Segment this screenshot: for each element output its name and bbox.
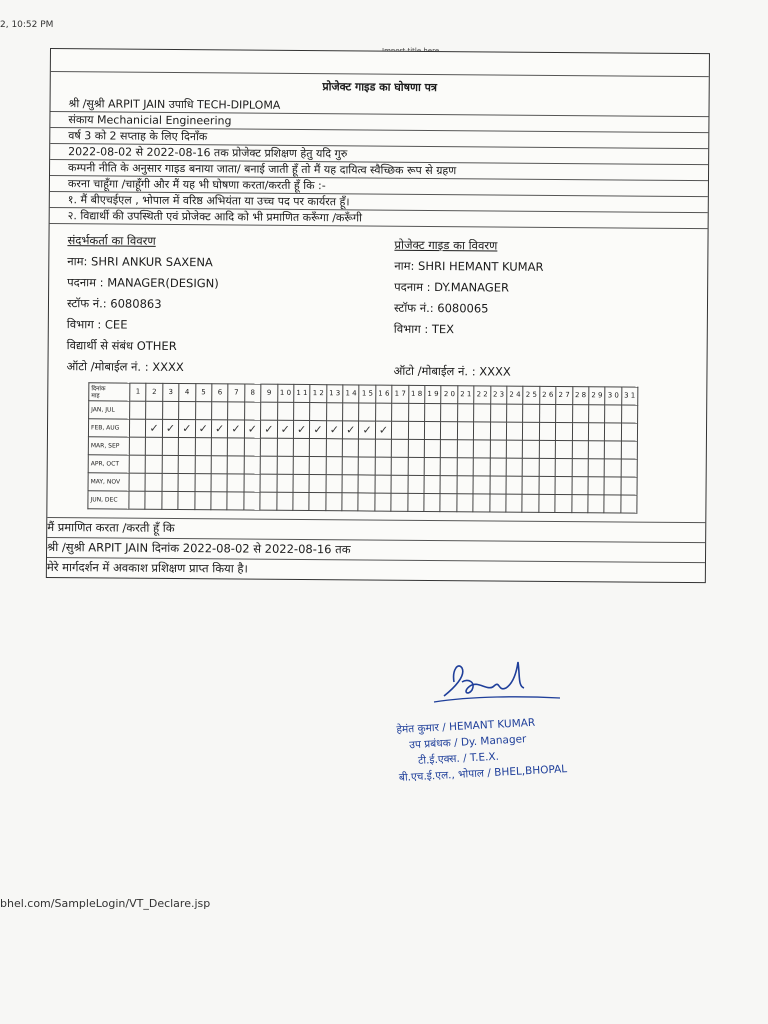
attendance-cell	[145, 491, 162, 509]
attendance-tick: ✓	[277, 420, 294, 438]
day-header-20: 2 0	[441, 386, 458, 404]
attendance-cell	[358, 493, 375, 511]
attendance-cell	[506, 458, 523, 476]
attendance-cell	[375, 457, 392, 475]
attendance-cell	[588, 477, 605, 495]
attendance-cell	[572, 477, 589, 495]
guide-designation: पदनाम : DY.MANAGER	[394, 279, 510, 295]
attendance-cell	[474, 404, 491, 422]
attendance-cell	[572, 459, 589, 477]
attendance-cell	[539, 440, 556, 458]
stamp-location: बी.एच.ई.एल., भोपाल / BHEL,BHOPAL	[398, 763, 568, 784]
attendance-cell	[424, 493, 441, 511]
attendance-cell	[490, 422, 507, 440]
guide-phone: ऑटो /मोबाईल नं. : XXXX	[393, 363, 511, 379]
day-header-1: 1	[130, 383, 147, 401]
attendance-tick: ✓	[326, 421, 343, 439]
day-header-8: 8	[244, 384, 261, 402]
attendance-cell	[621, 423, 638, 441]
attendance-cell	[309, 475, 326, 493]
attendance-cell	[506, 422, 523, 440]
attendance-cell	[621, 477, 638, 495]
attendance-cell	[244, 456, 261, 474]
attendance-cell	[588, 441, 605, 459]
guide-department: विभाग : TEX	[393, 321, 455, 337]
attendance-tick: ✓	[375, 421, 392, 439]
attendance-cell	[195, 402, 212, 420]
guide-signature	[432, 652, 562, 710]
stamp-name: हेमंत कुमार / HEMANT KUMAR	[396, 716, 536, 736]
declaration-form	[46, 48, 710, 583]
day-header-11: 1 1	[294, 384, 311, 402]
day-header-4: 4	[179, 384, 196, 402]
attendance-cell	[408, 421, 425, 439]
guide-heading: प्रोजेक्ट गाइड का विवरण	[394, 237, 498, 253]
attendance-cell	[342, 493, 359, 511]
attendance-cell	[621, 405, 638, 423]
attendance-cell	[440, 476, 457, 494]
attendance-cell	[293, 456, 310, 474]
attendance-tick: ✓	[359, 421, 376, 439]
attendance-cell	[605, 405, 622, 423]
month-label: APR, OCT	[88, 455, 129, 473]
attendance-cell	[555, 458, 572, 476]
day-header-31: 3 1	[621, 387, 638, 405]
attendance-tick: ✓	[310, 421, 327, 439]
attendance-cell	[375, 493, 392, 511]
attendance-cell	[195, 474, 212, 492]
month-label: FEB, AUG	[88, 419, 129, 437]
attendance-cell	[162, 491, 179, 509]
attendance-cell	[473, 440, 490, 458]
form-frame	[46, 48, 710, 583]
attendance-cell	[506, 476, 523, 494]
month-label: MAY, NOV	[88, 473, 129, 491]
attendance-cell	[572, 423, 589, 441]
attendance-cell	[146, 455, 163, 473]
attendance-cell	[425, 403, 442, 421]
attendance-cell	[293, 492, 310, 510]
attendance-cell	[408, 457, 425, 475]
attendance-tick: ✓	[244, 420, 261, 438]
attendance-cell	[375, 403, 392, 421]
referrer-department: विभाग : CEE	[66, 317, 128, 332]
attendance-cell	[162, 455, 179, 473]
attendance-cell	[391, 457, 408, 475]
attendance-cell	[293, 474, 310, 492]
attendance-cell	[555, 494, 572, 512]
day-header-9: 9	[261, 384, 278, 402]
day-header-2: 2	[146, 383, 163, 401]
day-header-30: 3 0	[605, 387, 622, 405]
attendance-cell	[129, 473, 146, 491]
attendance-cell	[342, 439, 359, 457]
attendance-tick: ✓	[228, 420, 245, 438]
attendance-cell	[342, 475, 359, 493]
day-header-7: 7	[228, 384, 245, 402]
referrer-heading: संदर्भकर्ता का विवरण	[67, 233, 156, 248]
day-header-29: 2 9	[589, 387, 606, 405]
print-timestamp: 2, 10:52 PM	[0, 20, 54, 30]
attendance-cell	[473, 476, 490, 494]
attendance-cell	[589, 405, 606, 423]
attendance-cell	[604, 495, 621, 513]
attendance-cell	[260, 456, 277, 474]
attendance-cell	[588, 495, 605, 513]
period-line: 2022-08-02 से 2022-08-16 तक प्रोजेक्ट प्रशिक्षण हेतु यदि गुरु	[50, 144, 708, 165]
attendance-cell	[621, 495, 638, 513]
attendance-cell	[490, 458, 507, 476]
day-header-19: 1 9	[425, 385, 442, 403]
attendance-cell	[621, 459, 638, 477]
day-header-28: 2 8	[572, 387, 589, 405]
attendance-cell	[473, 494, 490, 512]
attendance-cell	[310, 439, 327, 457]
attendance-tick: ✓	[195, 420, 212, 438]
attendance-cell	[260, 492, 277, 510]
stamp-department: टी.ई.एक्स. / T.E.X.	[417, 750, 500, 767]
day-header-12: 1 2	[310, 385, 327, 403]
attendance-cell	[195, 438, 212, 456]
details-section	[48, 224, 707, 387]
day-header-16: 1 6	[376, 385, 393, 403]
attendance-tick: ✓	[343, 421, 360, 439]
guide-details	[393, 235, 714, 385]
point-one: १. मैं बीएचईएल , भोपाल में वरिष्ठ अभियंता या उच्च पद पर कार्यरत हूँ।	[50, 192, 708, 213]
attendance-cell	[359, 439, 376, 457]
attendance-cell	[211, 438, 228, 456]
attendance-cell	[490, 404, 507, 422]
attendance-cell	[146, 401, 163, 419]
attendance-cell	[408, 439, 425, 457]
attendance-cell	[375, 439, 392, 457]
attendance-cell	[424, 439, 441, 457]
attendance-cell	[227, 474, 244, 492]
form-title: प्रोजेक्ट गाइड का घोषणा पत्र	[51, 71, 709, 101]
guide-staff-no: स्टॉफ नं.: 6080065	[393, 300, 489, 316]
corner-date-label: दिनांक	[91, 384, 106, 392]
day-header-24: 2 4	[507, 386, 524, 404]
attendance-cell	[244, 474, 261, 492]
attendance-cell	[539, 458, 556, 476]
guide-name: नाम: SHRI HEMANT KUMAR	[394, 258, 544, 274]
attendance-cell	[392, 439, 409, 457]
attendance-cell	[457, 422, 474, 440]
official-stamp	[396, 713, 568, 786]
attendance-cell	[129, 491, 146, 509]
attendance-cell	[424, 421, 441, 439]
attendance-cell	[392, 421, 409, 439]
day-header-26: 2 6	[539, 386, 556, 404]
attendance-cell	[523, 458, 540, 476]
attendance-tick: ✓	[179, 420, 196, 438]
attendance-cell	[556, 422, 573, 440]
point-two: २. विद्यार्थी की उपस्थिती एवं प्रोजेक्ट आदि को भी प्रमाणित करूँगा /करूँगी	[50, 208, 708, 229]
day-header-22: 2 2	[474, 386, 491, 404]
attendance-cell	[326, 457, 343, 475]
referrer-phone: ऑटो /मोबाईल नं. : XXXX	[66, 359, 184, 375]
day-header-18: 1 8	[408, 385, 425, 403]
attendance-cell	[129, 437, 146, 455]
month-label: JAN, JUL	[89, 401, 130, 419]
attendance-cell	[277, 438, 294, 456]
attendance-cell	[194, 492, 211, 510]
attendance-cell	[441, 404, 458, 422]
day-header-6: 6	[212, 384, 229, 402]
attendance-cell	[408, 493, 425, 511]
attendance-cell	[309, 457, 326, 475]
attendance-cell	[555, 476, 572, 494]
attendance-cell	[359, 403, 376, 421]
attendance-cell	[277, 402, 294, 420]
attendance-cell	[441, 440, 458, 458]
attendance-cell	[244, 438, 261, 456]
referrer-relation: विद्यार्थी से संबंध OTHER	[66, 338, 177, 354]
day-header-14: 1 4	[343, 385, 360, 403]
attendance-cell	[523, 404, 540, 422]
attendance-cell	[326, 493, 343, 511]
attendance-cell	[522, 494, 539, 512]
day-header-27: 2 7	[556, 386, 573, 404]
policy-line: कम्पनी नीति के अनुसार गाइड बनाया जाता/ बनाई जाती हूँ तो मैं यह दायित्व स्वैच्छिक रूप से ग्रहण	[50, 160, 708, 181]
month-label: JUN, DEC	[88, 491, 129, 509]
attendance-cell	[277, 474, 294, 492]
attendance-cell	[605, 423, 622, 441]
attendance-cell	[523, 422, 540, 440]
attendance-section	[47, 382, 706, 523]
certify-line-1: मैं प्रमाणित करता /करती हूँ कि	[47, 518, 705, 543]
attendance-cell	[129, 455, 146, 473]
month-label: MAR, SEP	[88, 437, 129, 455]
corner-cell	[89, 383, 130, 401]
attendance-cell	[260, 474, 277, 492]
attendance-cell	[604, 459, 621, 477]
attendance-cell	[178, 474, 195, 492]
attendance-cell	[228, 438, 245, 456]
attendance-table	[87, 382, 638, 513]
attendance-cell	[539, 476, 556, 494]
attendance-cell	[555, 440, 572, 458]
attendance-cell	[130, 401, 147, 419]
attendance-cell	[604, 477, 621, 495]
attendance-cell	[228, 456, 245, 474]
attendance-cell	[358, 475, 375, 493]
attendance-cell	[507, 404, 524, 422]
attendance-cell	[424, 475, 441, 493]
attendance-cell	[539, 422, 556, 440]
attendance-cell	[261, 402, 278, 420]
attendance-cell	[343, 403, 360, 421]
attendance-cell	[457, 458, 474, 476]
attendance-cell	[227, 492, 244, 510]
referrer-designation: पदनाम : MANAGER(DESIGN)	[67, 275, 219, 291]
attendance-cell	[408, 475, 425, 493]
student-line: श्री /सुश्री ARPIT JAIN उपाधि TECH-DIPLOMA	[50, 96, 708, 117]
attendance-tick: ✓	[261, 420, 278, 438]
attendance-cell	[457, 440, 474, 458]
attendance-cell	[310, 403, 327, 421]
attendance-cell	[539, 494, 556, 512]
day-header-23: 2 3	[490, 386, 507, 404]
day-header-3: 3	[163, 383, 180, 401]
attendance-cell	[408, 403, 425, 421]
attendance-cell	[457, 476, 474, 494]
attendance-cell	[539, 404, 556, 422]
attendance-cell	[571, 495, 588, 513]
attendance-cell	[228, 402, 245, 420]
attendance-cell	[293, 402, 310, 420]
day-header-21: 2 1	[458, 386, 475, 404]
attendance-cell	[178, 492, 195, 510]
attendance-cell	[211, 474, 228, 492]
attendance-cell	[572, 405, 589, 423]
attendance-tick: ✓	[211, 420, 228, 438]
attendance-cell	[178, 456, 195, 474]
attendance-cell	[441, 422, 458, 440]
attendance-cell	[326, 403, 343, 421]
attendance-cell	[277, 456, 294, 474]
attendance-cell	[162, 473, 179, 491]
attendance-cell	[212, 402, 229, 420]
attendance-cell	[375, 475, 392, 493]
day-header-25: 2 5	[523, 386, 540, 404]
attendance-cell	[162, 401, 179, 419]
attendance-cell	[342, 457, 359, 475]
attendance-cell	[523, 440, 540, 458]
attendance-cell	[145, 473, 162, 491]
day-header-5: 5	[195, 384, 212, 402]
referrer-staff-no: स्टॉफ नं.: 6080863	[66, 296, 162, 311]
attendance-cell	[195, 456, 212, 474]
attendance-cell	[490, 476, 507, 494]
attendance-tick: ✓	[293, 420, 310, 438]
attendance-cell	[146, 437, 163, 455]
attendance-cell	[473, 458, 490, 476]
corner-month-label: माह	[91, 391, 100, 399]
attendance-cell	[489, 494, 506, 512]
attendance-cell	[457, 404, 474, 422]
attendance-cell	[424, 457, 441, 475]
attendance-cell	[211, 456, 228, 474]
attendance-cell	[293, 438, 310, 456]
attendance-cell	[556, 404, 573, 422]
attendance-cell	[588, 459, 605, 477]
attendance-cell	[457, 494, 474, 512]
attendance-cell	[392, 403, 409, 421]
year-line: वर्ष 3 को 2 सप्ताह के लिए दिनाँक	[50, 128, 708, 149]
attendance-cell	[441, 458, 458, 476]
attendance-cell	[506, 440, 523, 458]
day-header-10: 1 0	[277, 384, 294, 402]
referrer-name: नाम: SHRI ANKUR SAXENA	[67, 254, 213, 270]
attendance-cell	[359, 457, 376, 475]
day-header-17: 1 7	[392, 385, 409, 403]
attendance-cell	[211, 492, 228, 510]
stamp-designation: उप प्रबंधक / Dy. Manager	[408, 733, 527, 752]
attendance-cell	[440, 494, 457, 512]
attendance-cell	[178, 438, 195, 456]
attendance-cell	[179, 402, 196, 420]
attendance-cell	[490, 440, 507, 458]
attendance-cell	[162, 437, 179, 455]
attendance-cell	[605, 441, 622, 459]
attendance-cell	[326, 439, 343, 457]
faculty-line: संकाय Mechanicial Engineering	[50, 112, 708, 133]
attendance-tick: ✓	[162, 419, 179, 437]
attendance-cell	[129, 419, 146, 437]
page-url: bhel.com/SampleLogin/VT_Declare.jsp	[0, 897, 211, 910]
month-row	[88, 491, 637, 513]
declare-line: करना चाहूँगा /चाहूँगी और मैं यह भी घोषणा करता/करती हूँ कि :-	[50, 176, 708, 197]
attendance-cell	[391, 493, 408, 511]
attendance-cell	[276, 492, 293, 510]
attendance-cell	[326, 475, 343, 493]
attendance-cell	[244, 492, 261, 510]
attendance-cell	[588, 423, 605, 441]
attendance-cell	[621, 441, 638, 459]
attendance-cell	[572, 441, 589, 459]
attendance-cell	[309, 493, 326, 511]
attendance-cell	[244, 402, 261, 420]
attendance-tick: ✓	[146, 419, 163, 437]
referrer-details	[66, 230, 387, 383]
certify-line-3: मेरे मार्गदर्शन में अवकाश प्रशिक्षण प्राप्त किया है।	[46, 559, 248, 576]
attendance-cell	[522, 476, 539, 494]
day-header-13: 1 3	[326, 385, 343, 403]
attendance-cell	[260, 438, 277, 456]
attendance-cell	[474, 422, 491, 440]
certify-line-2: श्री /सुश्री ARPIT JAIN दिनांक 2022-08-02 से 2022-08-16 तक	[47, 538, 705, 563]
day-header-15: 1 5	[359, 385, 376, 403]
attendance-cell	[506, 494, 523, 512]
attendance-cell	[391, 475, 408, 493]
